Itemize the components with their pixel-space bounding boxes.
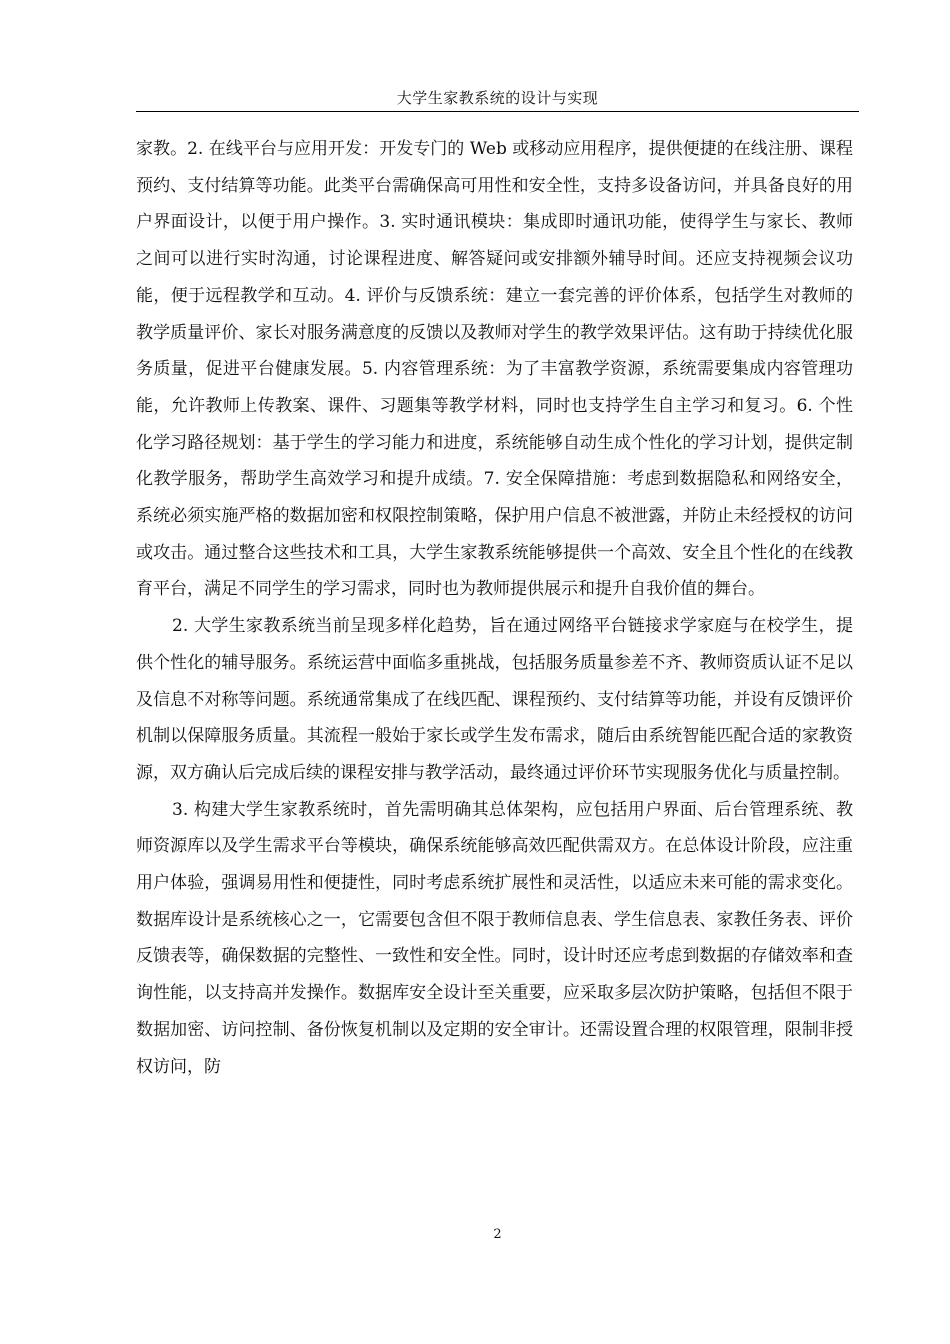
header-divider [136,111,859,112]
paragraph-continuation: 家教。2. 在线平台与应用开发：开发专门的 Web 或移动应用程序，提供便捷的在线注册、课程预约、支付结算等功能。此类平台需确保高可用性和安全性，支持多设备访问，并具备良好的用户界面设计，以便于用户操作。3. 实时通讯模块：集成即时通讯功能，使得学生与家长、教师之间可以进行实时沟通，讨论课程进度、解答疑问或安排额外辅导时间。还应支持视频会议功能，便于远程教学和互动。4. 评价与反馈系统：建立一套完善的评价体系，包括学生对教师的教学质量评价、家长对服务满意度的反馈以及教师对学生的教学效果评估。这有助于持续优化服务质量，促进平台健康发展。5. 内容管理系统：为了丰富教学资源，系统需要集成内容管理功能，允许教师上传教案、课件、习题集等教学材料，同时也支持学生自主学习和复习。6. 个性化学习路径规划：基于学生的学习能力和进度，系统能够自动生成个性化的学习计划，提供定制化教学服务，帮助学生高效学习和提升成绩。7. 安全保障措施：考虑到数据隐私和网络安全，系统必须实施严格的数据加密和权限控制策略，保护用户信息不被泄露，并防止未经授权的访问或攻击。通过整合这些技术和工具，大学生家教系统能够提供一个高效、安全且个性化的在线教育平台，满足不同学生的学习需求，同时也为教师提供展示和提升自我价值的舞台。 [136,139,853,600]
paragraph-section-3: 3. 构建大学生家教系统时，首先需明确其总体架构，应包括用户界面、后台管理系统、教师资源库以及学生需求平台等模块，确保系统能够高效匹配供需双方。在总体设计阶段，应注重用户体验，强调易用性和便捷性，同时考虑系统扩展性和灵活性，以适应未来可能的需求变化。数据库设计是系统核心之一，它需要包含但不限于教师信息表、学生信息表、家教任务表、评价反馈表等，确保数据的完整性、一致性和安全性。同时，设计时还应考虑到数据的存储效率和查询性能，以支持高并发操作。数据库安全设计至关重要，应采取多层次防护策略，包括但不限于数据加密、访问控制、备份恢复机制以及定期的安全审计。还需设置合理的权限管理，限制非授权访问，防 [136,799,853,1077]
running-header-title: 大学生家教系统的设计与实现 [396,89,599,107]
page-number: 2 [493,1227,502,1242]
document-body [136,131,853,1085]
paragraph-section-2: 2. 大学生家教系统当前呈现多样化趋势，旨在通过网络平台链接求学家庭与在校学生，提供个性化的辅导服务。系统运营中面临多重挑战，包括服务质量参差不齐、教师资质认证不足以及信息不对称等问题。系统通常集成了在线匹配、课程预约、支付结算等功能，并设有反馈评价机制以保障服务质量。其流程一般始于家长或学生发布需求，随后由系统智能匹配合适的家教资源，双方确认后完成后续的课程安排与教学活动，最终通过评价环节实现服务优化与质量控制。 [136,616,853,783]
